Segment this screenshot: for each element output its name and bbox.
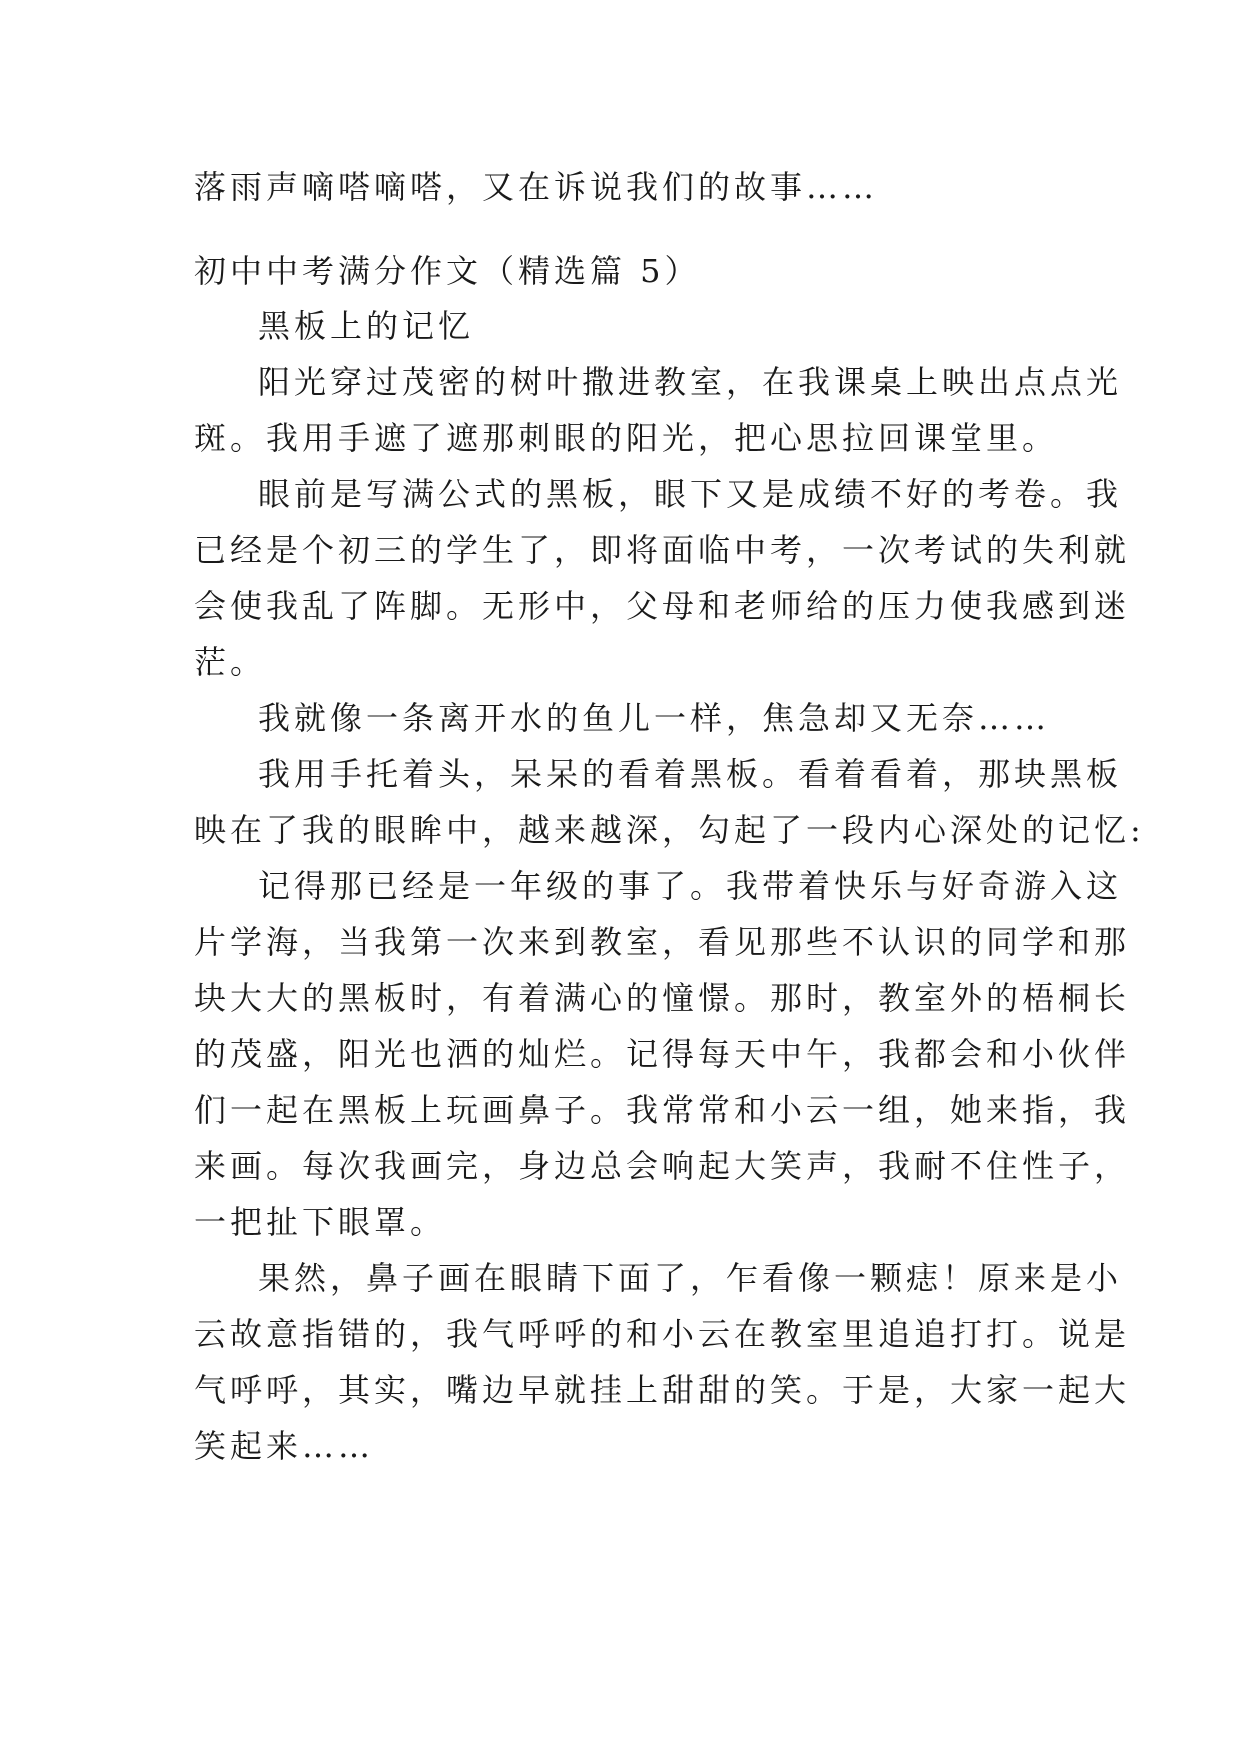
body-line: 记得那已经是一年级的事了。我带着快乐与好奇游入这 [258,867,1123,905]
body-line: 气呼呼，其实，嘴边早就挂上甜甜的笑。于是，大家一起大 [194,1371,1131,1409]
section-heading: 初中中考满分作文（精选篇 5） [194,252,701,290]
body-line: 已经是个初三的学生了，即将面临中考，一次考试的失利就 [194,531,1131,569]
closing-line: 落雨声嘀嗒嘀嗒，又在诉说我们的故事…… [194,168,879,206]
body-line: 的茂盛，阳光也洒的灿烂。记得每天中午，我都会和小伙伴 [194,1035,1131,1073]
body-line: 我就像一条离开水的鱼儿一样，焦急却又无奈…… [258,699,1051,737]
body-line: 笑起来…… [194,1427,375,1465]
body-line: 会使我乱了阵脚。无形中，父母和老师给的压力使我感到迷 [194,587,1131,625]
body-line: 果然，鼻子画在眼睛下面了，乍看像一颗痣！原来是小 [258,1259,1123,1297]
body-line: 片学海，当我第一次来到教室，看见那些不认识的同学和那 [194,923,1131,961]
body-line: 阳光穿过茂密的树叶撒进教室，在我课桌上映出点点光 [258,363,1123,401]
body-line: 我用手托着头，呆呆的看着黑板。看着看着，那块黑板 [258,755,1123,793]
body-line: 来画。每次我画完，身边总会响起大笑声，我耐不住性子， [194,1147,1131,1185]
body-line: 块大大的黑板时，有着满心的憧憬。那时，教室外的梧桐长 [194,979,1131,1017]
body-line: 茫。 [194,643,267,681]
body-line: 云故意指错的，我气呼呼的和小云在教室里追追打打。说是 [194,1315,1131,1353]
body-line: 眼前是写满公式的黑板，眼下又是成绩不好的考卷。我 [258,475,1123,513]
body-line: 斑。我用手遮了遮那刺眼的阳光，把心思拉回课堂里。 [194,419,1059,457]
essay-title: 黑板上的记忆 [258,307,475,345]
body-line: 们一起在黑板上玩画鼻子。我常常和小云一组，她来指，我 [194,1091,1131,1129]
body-line: 一把扯下眼罩。 [194,1203,447,1241]
body-line: 映在了我的眼眸中，越来越深，勾起了一段内心深处的记忆: [194,811,1145,849]
